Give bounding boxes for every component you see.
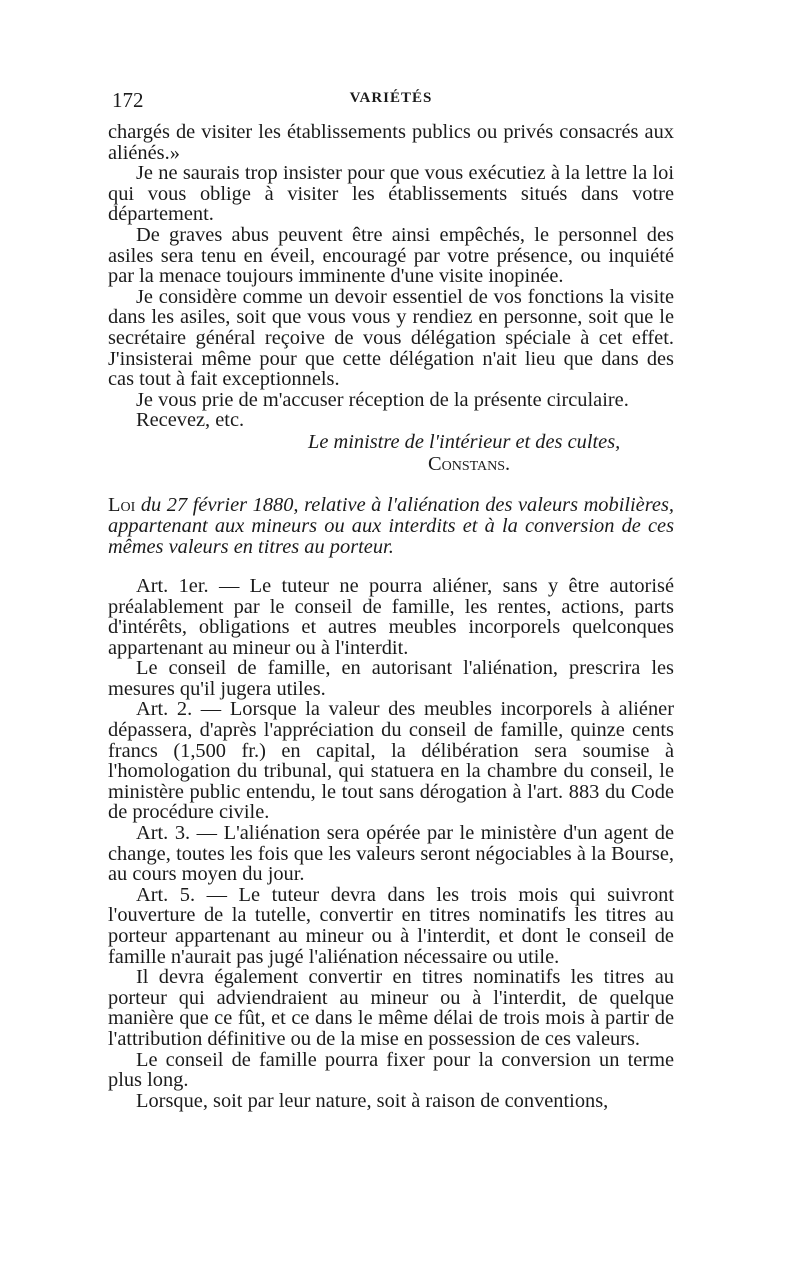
signature-title: Le ministre de l'intérieur et des cultes, bbox=[308, 430, 621, 453]
paragraph: Je considère comme un devoir essentiel de vos fonctions la visite dans les asiles, soit que vous vous y rendiez en personne, soit que le secrétaire général reçoive de vous délégation spéciale à cet effet. J'insisterai même pour que cette délégation n'ait lieu que dans des cas tout à fait exceptionnels. bbox=[108, 285, 674, 391]
paragraph: De graves abus peuvent être ainsi empêchés, le personnel des asiles sera tenu en éveil, encouragé par votre présence, ou inquiété par la menace toujours imminente d'une visite inopinée. bbox=[108, 223, 674, 288]
signature-name: Constans. bbox=[428, 452, 511, 475]
book-page bbox=[108, 88, 674, 1111]
paragraph: Il devra également convertir en titres nominatifs les titres au porteur qui adviendraient au mineur ou à l'interdit, de quelque manière que ce fût, et ce dans le même délai de trois mois à partir de l'attribution définitive ou de la mise en possession de ces valeurs. bbox=[108, 966, 674, 1050]
paragraph: Je vous prie de m'accuser réception de la présente circulaire. bbox=[136, 388, 629, 411]
paragraph: Lorsque, soit par leur nature, soit à raison de conventions, bbox=[136, 1089, 609, 1112]
paragraph: Le conseil de famille pourra fixer pour la conversion un terme plus long. bbox=[108, 1048, 674, 1092]
paragraph: Le conseil de famille, en autorisant l'aliénation, prescrira les mesures qu'il jugera utiles. bbox=[108, 657, 674, 700]
law-articles bbox=[108, 576, 674, 1111]
paragraph: Art. 2. — Lorsque la valeur des meubles incorporels à aliéner dépassera, d'après l'appréciation du conseil de famille, quinze cents francs (1,500 fr.) en capital, la délibération sera soumise à l'homologation du tribunal, qui statuera en la chambre du conseil, le ministère public entendu, le tout sans dérogation à l'art. 883 du Code de procédure civile. bbox=[108, 698, 674, 824]
paragraph: chargés de visiter les établissements publics ou privés consacrés aux aliénés.» bbox=[108, 121, 674, 164]
law-title-text: du 27 février 1880, relative à l'aliénation des valeurs mobilières, appartenant aux mineurs ou aux interdits et à la conversion de ces mêmes valeurs en titres au porteur. bbox=[108, 493, 674, 558]
law-title bbox=[108, 495, 674, 558]
page-header bbox=[108, 88, 674, 122]
circular-text bbox=[108, 122, 674, 431]
page-number: 172 bbox=[112, 88, 144, 112]
paragraph: Art. 1er. — Le tuteur ne pourra aliéner, sans y être autorisé préalablement par le conseil de famille, les rentes, actions, parts d'intérêts, obligations et autres meubles incorporels quelconques appartenant au mineur ou à l'interdit. bbox=[108, 574, 674, 659]
paragraph: Recevez, etc. bbox=[136, 409, 245, 432]
paragraph: Art. 3. — L'aliénation sera opérée par le ministère d'un agent de change, toutes les fois que les valeurs seront négociables à la Bourse, au cours moyen du jour. bbox=[108, 822, 674, 886]
paragraph: Je ne saurais trop insister pour que vous exécutiez à la lettre la loi qui vous oblige à visiter les établissements situés dans votre département. bbox=[108, 162, 674, 226]
running-head: VARIÉTÉS bbox=[349, 90, 433, 106]
law-title-lead: Loi bbox=[108, 493, 136, 516]
paragraph: Art. 5. — Le tuteur devra dans les trois mois qui suivront l'ouverture de la tutelle, convertir en titres nominatifs les titres au porteur appartenant au mineur ou à l'interdit, et dont le conseil de famille n'aurait pas jugé l'aliénation nécessaire ou utile. bbox=[108, 883, 674, 968]
